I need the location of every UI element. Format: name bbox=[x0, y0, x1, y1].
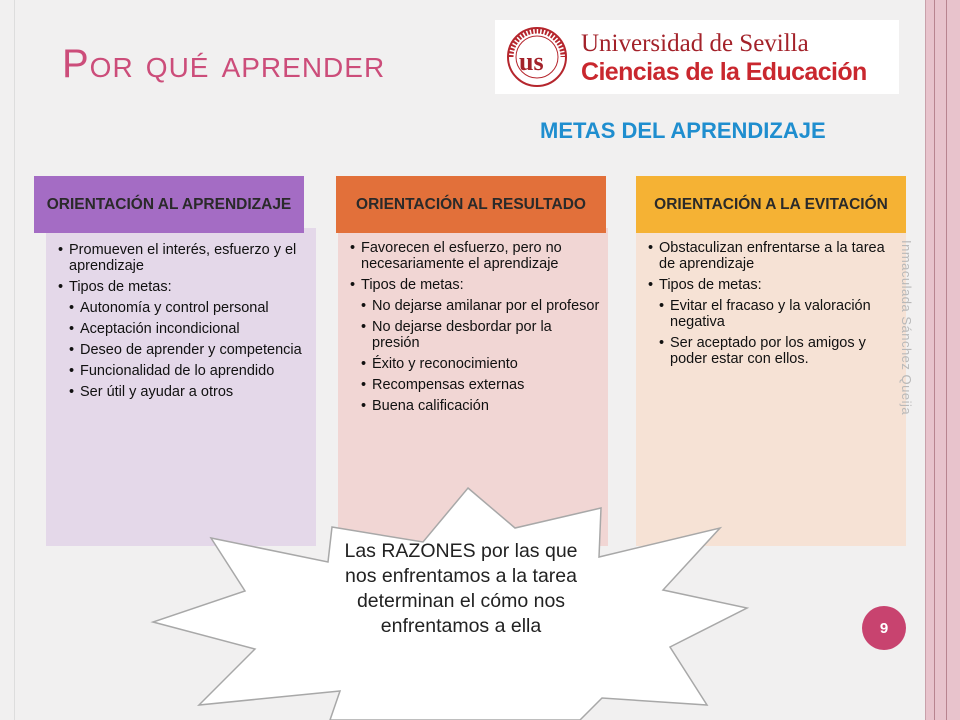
slide-subtitle: METAS DEL APRENDIZAJE bbox=[540, 118, 826, 143]
logo-faculty-name: Ciencias de la Educación bbox=[581, 58, 867, 86]
sub-bullet-item: • Ser aceptado por los amigos y poder estar con ellos. bbox=[659, 335, 898, 367]
left-border-line bbox=[14, 0, 15, 720]
bullet-item: • Tipos de metas: bbox=[350, 277, 600, 293]
column-aprendizaje-list bbox=[46, 228, 316, 400]
bullet-item: • Tipos de metas: bbox=[58, 279, 308, 295]
sub-bullet-item: • No dejarse desbordar por la presión bbox=[361, 319, 600, 351]
sub-bullet-item: • Ser útil y ayudar a otros bbox=[69, 384, 308, 400]
column-aprendizaje-heading: ORIENTACIÓN AL APRENDIZAJE bbox=[34, 176, 304, 233]
bullet-item: • Favorecen el esfuerzo, pero no necesariamente el aprendizaje bbox=[350, 240, 600, 272]
sub-bullet-item: • No dejarse amilanar por el profesor bbox=[361, 298, 600, 314]
callout-line: nos enfrentamos a la tarea bbox=[345, 565, 577, 587]
sub-bullet-item: • Recompensas externas bbox=[361, 377, 600, 393]
column-resultado-list bbox=[338, 228, 608, 414]
column-evitacion-list bbox=[636, 228, 906, 367]
column-resultado-heading: ORIENTACIÓN AL RESULTADO bbox=[336, 176, 606, 233]
university-seal-icon bbox=[505, 26, 569, 88]
slide-title: Por qué aprender bbox=[62, 42, 386, 86]
author-watermark: Inmaculada Sánchez Queija bbox=[899, 240, 914, 416]
sub-bullet-item: • Funcionalidad de lo aprendido bbox=[69, 363, 308, 379]
bullet-item: • Promueven el interés, esfuerzo y el aprendizaje bbox=[58, 242, 308, 274]
sub-bullet-item: • Evitar el fracaso y la valoración negativa bbox=[659, 298, 898, 330]
right-decorative-band bbox=[925, 0, 960, 720]
logo-university-name: Universidad de Sevilla bbox=[581, 30, 809, 57]
callout-line: determinan el cómo nos bbox=[356, 590, 566, 612]
university-logo bbox=[495, 20, 899, 94]
bullet-item: • Obstaculizan enfrentarse a la tarea de aprendizaje bbox=[648, 240, 898, 272]
svg-text:us: us bbox=[519, 47, 544, 76]
column-evitacion-heading: ORIENTACIÓN A LA EVITACIÓN bbox=[636, 176, 906, 233]
callout-line: enfrentamos a ella bbox=[380, 615, 542, 637]
sub-bullet-item: • Buena calificación bbox=[361, 398, 600, 414]
page-number-badge: 9 bbox=[862, 606, 906, 650]
sub-bullet-item: • Deseo de aprender y competencia bbox=[69, 342, 308, 358]
sub-bullet-item: • Aceptación incondicional bbox=[69, 321, 308, 337]
callout-text bbox=[306, 539, 616, 639]
bullet-item: • Tipos de metas: bbox=[648, 277, 898, 293]
sub-bullet-item: • Éxito y reconocimiento bbox=[361, 356, 600, 372]
sub-bullet-item: • Autonomía y control personal bbox=[69, 300, 308, 316]
callout-line: Las RAZONES por las que bbox=[344, 540, 578, 562]
